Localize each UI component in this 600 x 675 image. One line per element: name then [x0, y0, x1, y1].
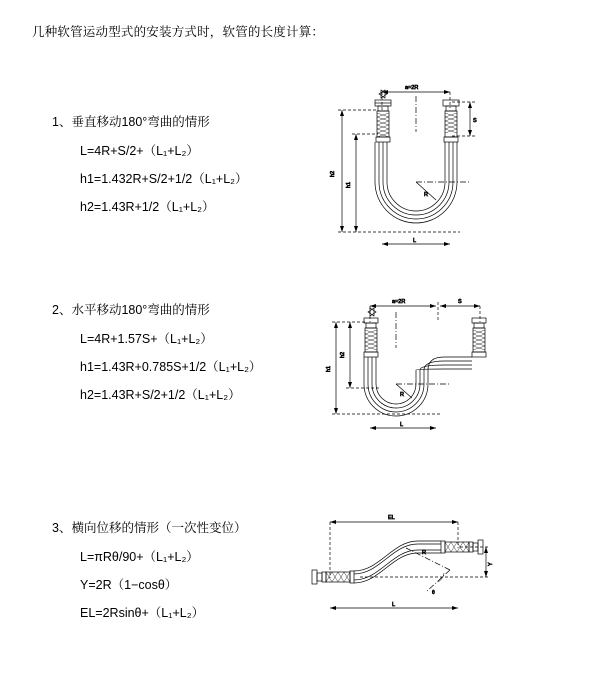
svg-text:S: S: [473, 118, 477, 124]
svg-text:Y: Y: [488, 562, 494, 566]
svg-text:θ: θ: [432, 590, 435, 596]
section-1-formula-3: h2=1.43R+1/2（L₁+L₂）: [80, 200, 215, 214]
section-3-formula-2: Y=2R（1−cosθ）: [80, 578, 178, 592]
section-1: [52, 112, 248, 225]
figure-3-lateral-offset: [300, 508, 500, 628]
section-3-title: 3、横向位移的情形（一次性变位）: [52, 521, 247, 535]
section-1-title: 1、垂直移动180°弯曲的情形: [52, 115, 210, 129]
page-title: 几种软管运动型式的安装方式时，软管的长度计算：: [32, 25, 325, 39]
svg-text:h2: h2: [330, 170, 336, 177]
svg-text:L: L: [413, 238, 417, 244]
svg-text:h1: h1: [326, 365, 332, 372]
svg-text:EL: EL: [388, 515, 395, 521]
svg-text:L: L: [400, 422, 404, 428]
svg-text:R: R: [424, 192, 428, 198]
section-2-formula-2: h1=1.43R+0.785S+1/2（L₁+L₂）: [80, 360, 262, 374]
svg-text:a=2R: a=2R: [392, 299, 406, 305]
svg-text:h2: h2: [340, 351, 346, 358]
section-3-formula-1: L=πRθ/90+（L₁+L₂）: [80, 550, 199, 564]
figure-2-horizontal-180-bend: [320, 288, 505, 453]
svg-text:h1: h1: [346, 181, 352, 188]
section-2: [52, 300, 261, 413]
section-3: [52, 518, 246, 631]
svg-text:R: R: [400, 392, 404, 398]
section-2-formula-3: h2=1.43R+S/2+1/2（L₁+L₂）: [80, 388, 241, 402]
section-2-formula-1: L=4R+1.57S+（L₁+L₂）: [80, 332, 213, 346]
svg-text:L: L: [392, 602, 396, 608]
section-1-formula-2: h1=1.432R+S/2+1/2（L₁+L₂）: [80, 172, 248, 186]
svg-text:R: R: [422, 550, 426, 556]
svg-text:a=2R: a=2R: [405, 85, 419, 91]
svg-text:S: S: [458, 299, 462, 305]
figure-1-vertical-180-bend: [320, 72, 495, 267]
section-3-formula-3: EL=2Rsinθ+（L₁+L₂）: [80, 606, 205, 620]
section-1-formula-1: L=4R+S/2+（L₁+L₂）: [80, 144, 199, 158]
section-2-title: 2、水平移动180°弯曲的情形: [52, 303, 210, 317]
